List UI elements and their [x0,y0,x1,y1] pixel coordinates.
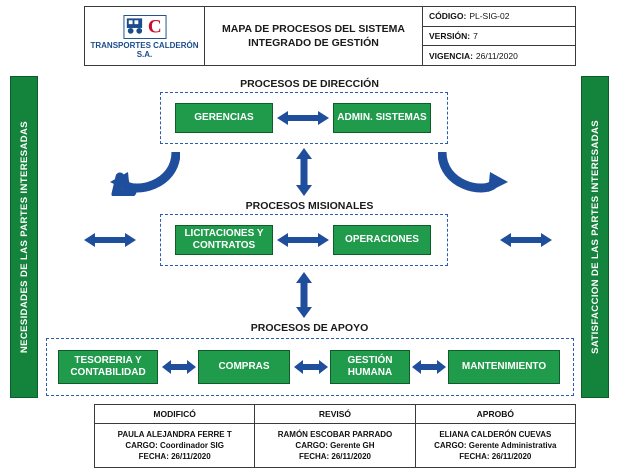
signature-head-modifico: MODIFICÓ [95,405,254,424]
company-logo [85,7,205,65]
signature-body-reviso [255,424,414,467]
process-box-tesoreria-y-contabilidad[interactable]: TESORERIA Y CONTABILIDAD [58,350,158,384]
signature-fecha-reviso: FECHA: 26/11/2020 [298,452,372,461]
process-box-gerencias[interactable]: GERENCIAS [175,103,273,133]
arrow-feedback-left-icon [106,146,180,196]
arrow-misionales-apoyo-icon [295,272,313,318]
meta-codigo-value: PL-SIG-02 [469,11,510,22]
section-label-misionales: PROCESOS MISIONALES [245,200,374,212]
sidebar-satisfaction [581,76,609,398]
meta-codigo-label: CÓDIGO: [429,11,467,22]
signature-body-modifico [95,424,254,467]
process-box-mantenimiento[interactable]: MANTENIMIENTO [448,350,560,384]
meta-vigencia-label: VIGENCIA: [429,50,473,61]
signature-column-reviso [255,405,415,467]
signature-column-aprobo [416,405,575,467]
arrow-direccion-misionales-icon [295,148,313,196]
document-meta [423,7,575,65]
signature-column-modifico [95,405,255,467]
signature-fecha-aprobo: FECHA: 26/11/2020 [459,452,532,461]
signature-cargo-reviso: CARGO: Gerente GH [295,441,375,450]
arrow-right-output-misionales-icon [500,232,552,248]
svg-text:C: C [147,16,162,38]
arrow-feedback-right-icon [438,146,512,196]
arrow-gestion-mantenimiento-icon [412,359,446,375]
process-box-compras[interactable]: COMPRAS [198,350,290,384]
signature-cargo-aprobo: CARGO: Gerente Administrativa [434,441,557,450]
section-label-apoyo: PROCESOS DE APOYO [250,322,369,334]
arrow-gerencias-admin-icon [277,110,329,126]
arrow-left-input-misionales-icon [84,232,136,248]
signature-fecha-modifico: FECHA: 26/11/2020 [138,452,211,461]
signature-head-aprobo: APROBÓ [416,405,575,424]
document-title-text: MAPA DE PROCESOS DEL SISTEMA INTEGRADO DE GESTIÓN [222,23,405,49]
sidebar-satisfaction-label: SATISFACCION DE LAS PARTES INTERESADAS [589,120,601,354]
logo-icon [123,14,167,40]
process-box-admin-sistemas[interactable]: ADMIN. SISTEMAS [333,103,431,133]
document-header [84,6,576,66]
meta-version-label: VERSIÓN: [429,31,471,41]
signature-body-aprobo [416,424,575,467]
signature-name-modifico: PAULA ALEJANDRA FERRE T [117,430,232,439]
arrow-compras-gestion-icon [294,359,328,375]
document-title [205,7,423,65]
signature-table [94,404,576,468]
meta-vigencia-value: 26/11/2020 [475,50,518,61]
sidebar-needs [10,76,38,398]
arrow-licitaciones-operaciones-icon [277,232,329,248]
process-box-licitaciones-y-contratos[interactable]: LICITACIONES Y CONTRATOS [175,225,273,255]
signature-name-aprobo: ELIANA CALDERÓN CUEVAS [439,430,552,439]
signature-head-reviso: REVISÓ [255,405,414,424]
arrow-tesoreria-compras-icon [162,359,196,375]
logo-company-name: TRANSPORTES CALDERÓN S.A. [90,40,199,59]
signature-name-reviso: RAMÓN ESCOBAR PARRADO [277,430,393,439]
section-label-direccion: PROCESOS DE DIRECCIÓN [240,78,379,90]
process-box-gestion-humana[interactable]: GESTIÓN HUMANA [330,350,410,384]
meta-version [423,27,575,47]
signature-cargo-modifico: CARGO: Coordinador SIG [125,441,224,450]
meta-codigo [423,7,575,27]
sidebar-needs-label: NECESIDADES DE LAS PARTES INTERESADAS [18,120,30,354]
meta-version-value: 7 [473,31,478,41]
process-box-operaciones[interactable]: OPERACIONES [333,225,431,255]
meta-vigencia [423,46,575,65]
